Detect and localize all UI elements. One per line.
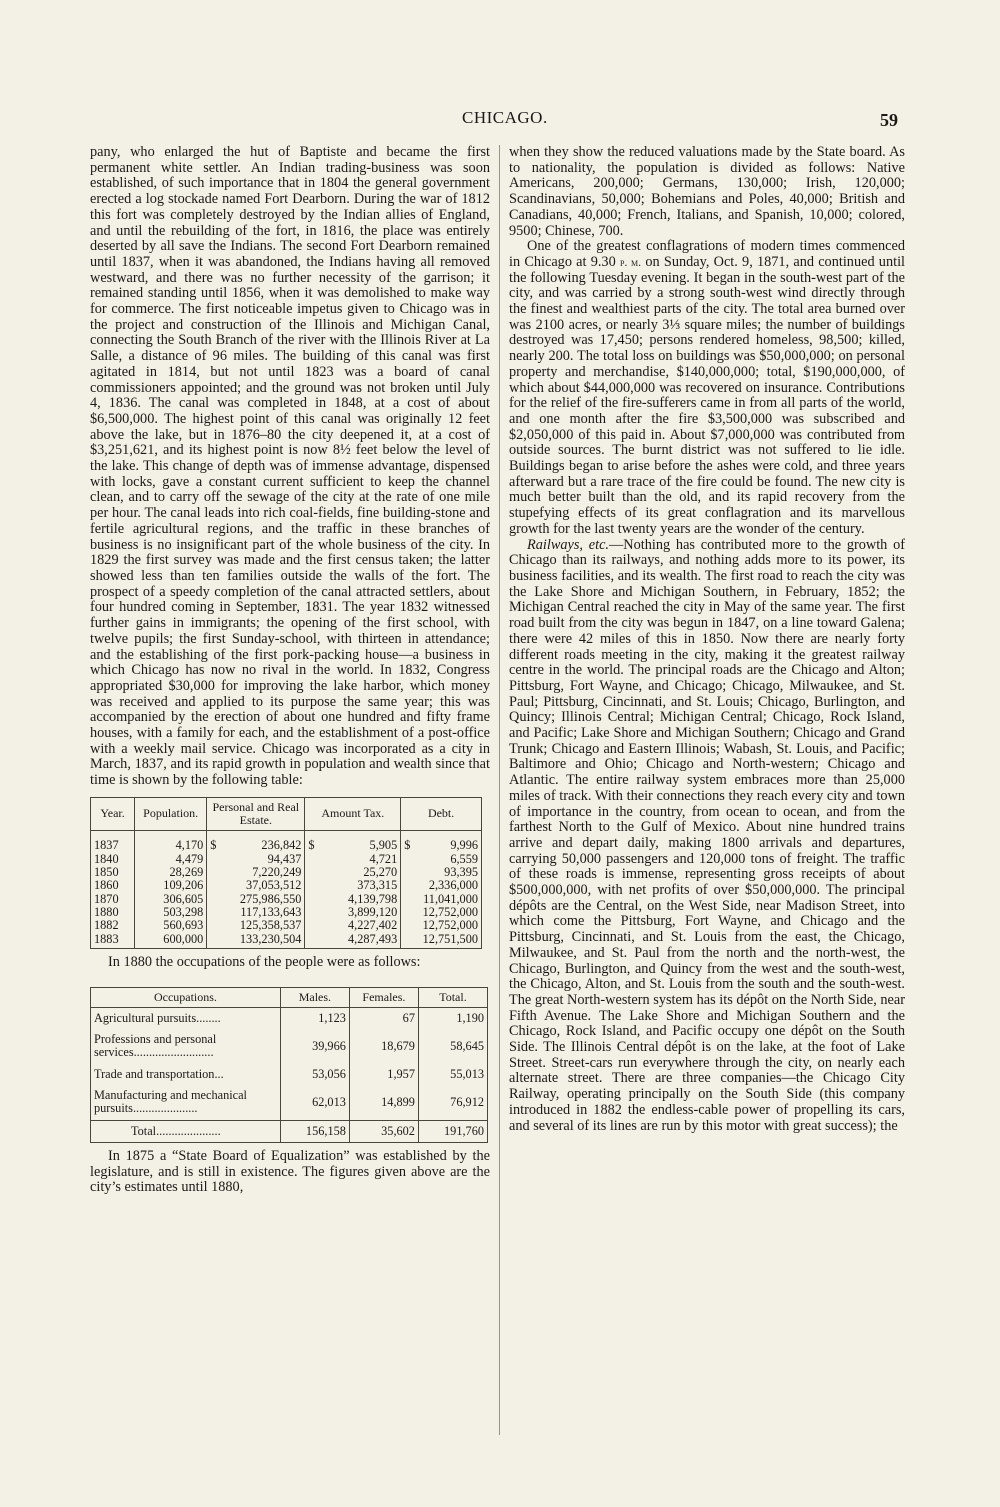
census-year: 1860 <box>94 878 119 893</box>
currency-symbol: $ <box>308 838 315 853</box>
header-amount-tax: Amount Tax. <box>305 797 401 831</box>
header-personal-real-estate: Personal and Real Estate. <box>207 797 305 831</box>
census-table <box>90 797 482 949</box>
census-debt-cell <box>401 893 482 906</box>
total-females: 35,602 <box>349 1120 418 1142</box>
census-year-cell <box>91 906 135 919</box>
paragraph-chicago-history: pany, who enlarged the hut of Baptiste and became the first permanent white settler. An Indian trading-business was soon established, of such importance that in 1804 the general government erected a log stockade named Fort Dearborn. During the war of 1812 this fort was completely destroyed by the Indian allies of England, and until the rebuilding of the fort, in 1816, the place was entirely deserted by all save the Indians. The second Fort Dearborn remained until 1837, when it was abandoned, the Indians having all removed westward, and there was no further necessity of the garrison; it remained standing until 1856, when it was demolished to make way for commerce. The first noticeable impetus given to Chicago was in the project and construction of the Illinois and Michigan Canal, connecting the South Branch of the river with the Illinois River at La Salle, a distance of 96 miles. The building of this canal was first agitated in 1814, but not until 1823 was a board of canal commissioners appointed; and the ground was not broken until July 4, 1836. The canal was completed in 1848, at a cost of about $6,500,000. The highest point of this canal was originally 12 feet above the lake, but in 1876–80 the city deepened it, at a cost of $3,251,621, and its highest point is now 8½ feet below the level of the lake. This change of depth was of immense advantage, dispensed with locks, gave a constant current sufficient to keep the channel clean, and to carry off the sewage of the city at the rate of one mile per hour. The canal leads into rich coal-fields, fine building-stone and fertile agricultural regions, and the traffic in these branches of business is no insignificant part of the whole business of the city. In 1829 the first survey was made and the first census taken; the latter showed less than ten families outside the walls of the fort. The prospect of a speedy completion of the canal attracted settlers, about four hundred coming in September, 1831. The year 1832 witnessed further gains in immigrants; the opening of the first school, with twelve pupils; the first Sunday-school, with thirteen in attendance; and the establishing of the first pork-packing house—a business in which Chicago has now no rival in the world. In 1832, Congress appropriated $30,000 for improving the lake harbor, which money was received and applied to its purpose the same year; this was accompanied by the erection of about one hundred and fifty frame houses, with a family for each, and the establishment of a post-office with a weekly mail service. Chicago was incorporated as a city in March, 1837, and its rapid growth in population and wealth since that time is shown by the following table: <box>90 144 490 789</box>
occupation-total: 58,645 <box>418 1029 487 1064</box>
census-population: 600,000 <box>163 931 204 946</box>
table-row <box>91 1007 488 1029</box>
total-row <box>91 1120 488 1142</box>
census-estate-cell <box>207 919 305 932</box>
header-debt: Debt. <box>401 797 482 831</box>
census-debt-cell <box>401 831 482 853</box>
census-estate: 94,437 <box>267 851 302 866</box>
occupation-females: 18,679 <box>349 1029 418 1064</box>
census-estate: 7,220,249 <box>252 865 302 880</box>
census-population-cell <box>135 879 207 892</box>
census-estate: 236,842 <box>261 838 302 853</box>
occupation-total: 76,912 <box>418 1085 487 1120</box>
occupation-females: 67 <box>349 1007 418 1029</box>
census-population: 4,479 <box>175 851 204 866</box>
table-row <box>91 893 482 906</box>
census-tax-cell <box>305 866 401 879</box>
occupation-total: 1,190 <box>418 1007 487 1029</box>
census-estate-cell <box>207 831 305 853</box>
occupation-name: Trade and transportation... <box>91 1064 281 1085</box>
census-tax: 25,270 <box>363 865 398 880</box>
census-year: 1840 <box>94 851 119 866</box>
header-females: Females. <box>349 987 418 1007</box>
census-year-cell <box>91 919 135 932</box>
census-tax: 3,899,120 <box>348 904 398 919</box>
total-label: Total..................... <box>91 1120 281 1142</box>
census-tax-cell <box>305 879 401 892</box>
census-debt: 6,559 <box>450 851 478 866</box>
table-row <box>91 1064 488 1085</box>
fire-text-start: One of the greatest conflagrations of modern times commenced in Chicago at 9.30 <box>509 238 905 270</box>
census-debt: 12,752,000 <box>422 904 478 919</box>
total-males: 156,158 <box>280 1120 349 1142</box>
table-row <box>91 906 482 919</box>
paragraph-occupations-intro: In 1880 the occupations of the people were as follows: <box>108 953 421 970</box>
census-estate-cell <box>207 906 305 919</box>
census-year-cell <box>91 866 135 879</box>
column-divider <box>499 145 500 1435</box>
census-debt: 11,041,000 <box>423 891 478 906</box>
occupations-table-header <box>91 987 488 1007</box>
census-year: 1870 <box>94 891 119 906</box>
census-tax-cell <box>305 919 401 932</box>
census-year-cell <box>91 893 135 906</box>
census-estate-cell <box>207 879 305 892</box>
census-estate-cell <box>207 893 305 906</box>
table-row <box>91 853 482 866</box>
census-debt: 12,751,500 <box>422 931 478 946</box>
census-tax-cell <box>305 893 401 906</box>
census-population-cell <box>135 906 207 919</box>
header-population: Population. <box>135 797 207 831</box>
left-column <box>90 145 490 1196</box>
fire-time-pm: p. m. <box>619 254 642 269</box>
census-debt-cell <box>401 933 482 949</box>
fire-text-rest: on Sunday, Oct. 9, 1871, and continued until the following Tuesday evening. It began in the south-west part of the city, and was carried by a strong south-west wind directly through the finest and wealthiest parts of the city. The total area burned over was 2100 acres, or nearly 3⅓ square miles; the number of buildings destroyed was 17,450; persons rendered homeless, 98,500; killed, nearly 200. The total loss on buildings was $50,000,000; on personal property and merchandise, $140,000,000; total, $190,000,000, of which about $44,000,000 was recovered on insurance. Contributions for the relief of the fire-sufferers came in from all parts of the world, and one month after the fire $3,500,000 was subscribed and $2,050,000 of this paid in. About $7,000,000 was contributed from outside sources. The burnt district was not suffered to lie idle. Buildings began to arise before the ashes were cold, and three years afterward but a rare trace of the fire could be found. The new city is much better built than the old, and its rapid recovery from the stupefying effects of its great conflagration and its marvellous growth for the last twenty years are the wonder of the century. <box>509 253 906 537</box>
census-population: 306,605 <box>163 891 204 906</box>
occupations-table-body <box>91 1007 488 1142</box>
census-estate: 37,053,512 <box>246 878 302 893</box>
table-row <box>91 879 482 892</box>
census-debt: 93,395 <box>444 865 478 880</box>
census-table-body <box>91 831 482 948</box>
occupation-males: 62,013 <box>280 1085 349 1120</box>
census-year: 1837 <box>94 838 119 853</box>
census-estate: 275,986,550 <box>239 891 302 906</box>
census-estate-cell <box>207 853 305 866</box>
occupation-females: 1,957 <box>349 1064 418 1085</box>
occupation-total: 55,013 <box>418 1064 487 1085</box>
census-tax: 4,227,402 <box>348 918 398 933</box>
census-population-cell <box>135 919 207 932</box>
census-year: 1883 <box>94 931 119 946</box>
census-population: 28,269 <box>169 865 204 880</box>
paragraph-nationality: when they show the reduced valuations made by the State board. As to nationality, the population is divided as follows: Native Americans, 200,000; Germans, 130,000; Irish, 120,000; Scandinavians, 50,000; Bohemians and Poles, 40,000; British and Canadians, 40,000; French, Italians, and Spanish, 10,000; colored, 9500; Chinese, 700. <box>509 144 905 239</box>
census-tax: 5,905 <box>369 838 398 853</box>
census-population: 4,170 <box>175 838 204 853</box>
paragraph-board-of-equalization: In 1875 a “State Board of Equalization” was established by the legislature, and is still in existence. The figures given above are the city’s estimates until 1880, <box>90 1147 490 1196</box>
census-population: 109,206 <box>163 878 204 893</box>
paragraph-railways <box>509 538 905 1135</box>
table-row <box>91 866 482 879</box>
census-population-cell <box>135 933 207 949</box>
table-row <box>91 1029 488 1064</box>
census-year-cell <box>91 831 135 853</box>
census-estate-cell <box>207 866 305 879</box>
census-debt: 9,996 <box>450 838 478 853</box>
header-males: Males. <box>280 987 349 1007</box>
census-debt-cell <box>401 906 482 919</box>
header-total: Total. <box>418 987 487 1007</box>
currency-symbol: $ <box>404 838 411 853</box>
census-tax: 4,721 <box>369 851 398 866</box>
census-year: 1882 <box>94 918 119 933</box>
census-tax: 373,315 <box>357 878 398 893</box>
census-population-cell <box>135 853 207 866</box>
census-tax-cell <box>305 853 401 866</box>
census-debt-cell <box>401 879 482 892</box>
census-estate: 117,133,643 <box>240 904 302 919</box>
census-year-cell <box>91 879 135 892</box>
census-year-cell <box>91 853 135 866</box>
census-population-cell <box>135 893 207 906</box>
census-year: 1850 <box>94 865 119 880</box>
census-tax-cell <box>305 831 401 853</box>
occupation-males: 39,966 <box>280 1029 349 1064</box>
occupations-table <box>90 987 488 1143</box>
census-debt-cell <box>401 853 482 866</box>
railways-text: —Nothing has contributed more to the growth of Chicago than its railways, and nothing adds more to its power, its business facilities, and its wealth. The first road to reach the city was the Lake Shore and Michigan Southern, in February, 1852; the Michigan Central reached the city in May of the same year. The first road built from the city was begun in 1847, on a line toward Galena; there were 42 miles of this in 1850. Now there are nearly forty different roads meeting in the city, making it the greatest railway centre in the world. The principal roads are the Chicago and Alton; Pittsburg, Fort Wayne, and Chicago; Chicago, Milwaukee, and St. Paul; Pittsburg, Cincinnati, and St. Louis; Chicago, Burlington, and Quincy; Illinois Central; Michigan Central; Chicago, Rock Island, and Pacific; Lake Shore and Michigan Southern; Chicago and Grand Trunk; Chicago and Eastern Illinois; Wabash, St. Louis, and Pacific; Baltimore and Ohio; Chicago and North-western; Chicago and Atlantic. The entire railway system embraces more than 25,000 miles of track. With their connections they reach every city and town of importance in the country, from ocean to ocean, and from the farthest North to the Gulf of Mexico. About nine hundred trains arrive and depart daily, making 1800 arrivals and departures, carrying 50,000 passengers and 120,000 tons of freight. The traffic of these roads is immense, representing gross receipts of about $500,000,000, with net profits of over $50,000,000. The principal dépôts are the Central, on the West Side, near Madison Street, into which come the Pittsburg, Fort Wayne, and Chicago and the Pittsburg, Cincinnati, and St. Louis from the east, the Chicago, Milwaukee, and St. Paul from the north and the north-west, the Chicago, Burlington, and Quincy from the west and the south-west, the Chicago, Alton, and St. Louis from the south and the south-west. The great North-western system has its dépôt on the North Side, near Fifth Avenue. The Lake Shore and Michigan Southern and the Chicago, Rock Island, and Pacific occupy one dépôt on the South Side. The Illinois Central dépôt is on the lake, at the foot of Lake Street. Street-cars run everywhere through the city, on nearly each alternate street. There are three companies—the Chicago City Railway, operating principally on the South Side (this company introduced in 1882 the endless-cable power of propelling its cars, and several of its lines are run by this motor with great success); the <box>509 536 905 1134</box>
occupation-name: Professions and personal services.......................... <box>91 1029 281 1064</box>
census-population: 560,693 <box>163 918 204 933</box>
census-tax: 4,139,798 <box>348 891 398 906</box>
header-year: Year. <box>91 797 135 831</box>
paragraph-great-fire <box>509 239 905 537</box>
occupation-females: 14,899 <box>349 1085 418 1120</box>
page-number: 59 <box>880 110 898 130</box>
table-row <box>91 831 482 853</box>
right-column <box>509 145 905 1134</box>
occupation-males: 1,123 <box>280 1007 349 1029</box>
census-debt-cell <box>401 866 482 879</box>
census-tax-cell <box>305 933 401 949</box>
occupation-name: Agricultural pursuits........ <box>91 1007 281 1029</box>
census-year-cell <box>91 933 135 949</box>
census-tax-cell <box>305 906 401 919</box>
census-population-cell <box>135 866 207 879</box>
total-total: 191,760 <box>418 1120 487 1142</box>
census-estate-cell <box>207 933 305 949</box>
census-debt-cell <box>401 919 482 932</box>
occupation-males: 53,056 <box>280 1064 349 1085</box>
currency-symbol: $ <box>210 838 217 853</box>
census-population-cell <box>135 831 207 853</box>
table-row <box>91 919 482 932</box>
census-table-header <box>91 797 482 831</box>
census-year: 1880 <box>94 904 119 919</box>
running-head <box>0 108 1000 134</box>
table-row <box>91 933 482 949</box>
census-estate: 133,230,504 <box>239 931 302 946</box>
census-debt: 12,752,000 <box>422 918 478 933</box>
railways-heading: Railways, etc. <box>527 536 609 553</box>
header-occupations: Occupations. <box>91 987 281 1007</box>
occupation-name: Manufacturing and mechanical pursuits..................... <box>91 1085 281 1120</box>
table-row <box>91 1085 488 1120</box>
census-tax: 4,287,493 <box>348 931 398 946</box>
census-population: 503,298 <box>163 904 204 919</box>
census-estate: 125,358,537 <box>239 918 302 933</box>
census-debt: 2,336,000 <box>428 878 478 893</box>
page-title: CHICAGO. <box>462 108 548 127</box>
